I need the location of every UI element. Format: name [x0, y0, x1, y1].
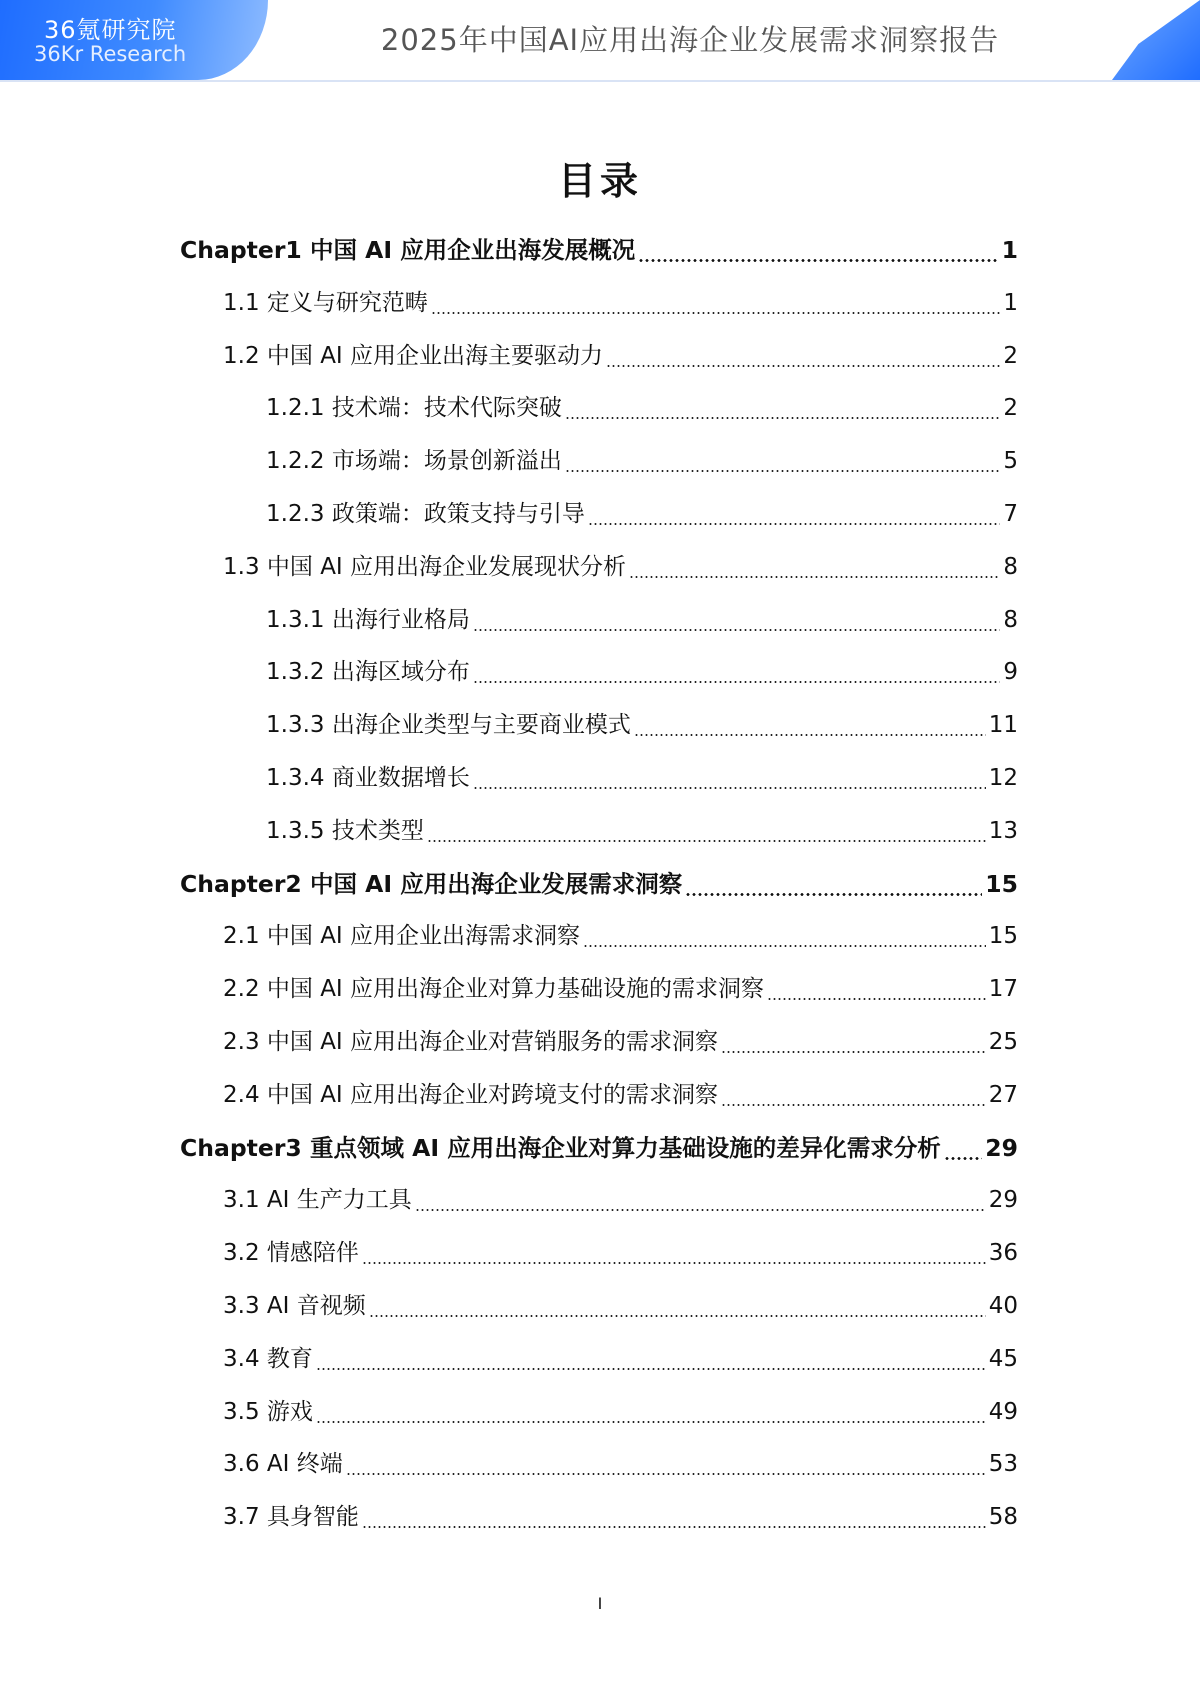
dot-leader	[685, 893, 982, 896]
toc-entry-page: 29	[988, 1187, 1018, 1214]
toc-entry-label: 1.1 定义与研究范畴	[223, 289, 428, 316]
toc-section-entry[interactable]	[223, 916, 1018, 956]
toc-entry-page: 17	[988, 976, 1018, 1003]
toc-section-entry[interactable]	[266, 388, 1018, 428]
dot-leader	[944, 1157, 983, 1160]
toc-entry-label: Chapter3 重点领域 AI 应用出海企业对算力基础设施的差异化需求分析	[180, 1133, 941, 1162]
toc-section-entry[interactable]	[266, 705, 1018, 745]
toc-entry-label: 3.7 具身智能	[223, 1504, 359, 1531]
toc-section-entry[interactable]	[266, 652, 1018, 692]
toc-entry-label: 1.2.1 技术端：技术代际突破	[266, 395, 562, 422]
dot-leader	[721, 1051, 986, 1053]
toc-section-entry[interactable]	[266, 811, 1018, 851]
dot-leader	[638, 259, 998, 262]
toc-entry-page: 1	[1001, 236, 1018, 264]
toc-section-entry[interactable]	[223, 1022, 1018, 1062]
toc-entry-page: 45	[988, 1345, 1018, 1372]
toc-section-entry[interactable]	[266, 758, 1018, 798]
toc-entry-page: 8	[1003, 606, 1018, 633]
logo-text-cn: 36氪研究院	[44, 16, 177, 44]
toc-section-entry[interactable]	[223, 1286, 1018, 1326]
toc-section-entry[interactable]	[223, 969, 1018, 1009]
toc-entry-label: 3.1 AI 生产力工具	[223, 1187, 412, 1214]
toc-section-entry[interactable]	[223, 1497, 1018, 1537]
toc-entry-label: 1.2 中国 AI 应用企业出海主要驱动力	[223, 342, 604, 369]
toc-section-entry[interactable]	[266, 600, 1018, 640]
toc-entry-page: 11	[988, 712, 1018, 739]
toc-entry-label: 3.2 情感陪伴	[223, 1240, 359, 1267]
page-header	[0, 0, 1200, 82]
toc-entry-label: 1.3.1 出海行业格局	[266, 606, 470, 633]
toc-entry-page: 2	[1003, 342, 1018, 369]
toc-heading: 目录	[557, 159, 642, 203]
header-divider	[0, 80, 1200, 82]
dot-leader	[473, 787, 986, 789]
toc-entry-page: 5	[1003, 448, 1018, 475]
toc-section-entry[interactable]	[266, 494, 1018, 534]
toc-entry-label: 1.3 中国 AI 应用出海企业发展现状分析	[223, 553, 627, 580]
toc-entry-page: 25	[988, 1029, 1018, 1055]
dot-leader	[362, 1262, 986, 1264]
toc-entry-label: 3.5 游戏	[223, 1398, 313, 1425]
toc-entry-page: 1	[1003, 289, 1018, 316]
toc-entry-label: 1.2.2 市场端：场景创新溢出	[266, 448, 562, 475]
toc-entry-label: Chapter2 中国 AI 应用出海企业发展需求洞察	[180, 869, 683, 898]
toc-section-entry[interactable]	[223, 283, 1018, 323]
toc-entry-label: 1.3.5 技术类型	[266, 817, 424, 844]
logo-badge	[0, 0, 268, 80]
toc-chapter-entry[interactable]	[180, 864, 1018, 904]
dot-leader	[473, 681, 1001, 683]
toc-chapter-entry[interactable]	[180, 1128, 1018, 1168]
toc-entry-label: 1.3.4 商业数据增长	[266, 765, 470, 791]
toc-entry-page: 40	[988, 1293, 1018, 1319]
dot-leader	[767, 998, 986, 1000]
toc-entry-page: 15	[985, 869, 1018, 898]
dot-leader	[606, 365, 1000, 367]
toc-section-entry[interactable]	[223, 336, 1018, 376]
toc-entry-label: 1.3.2 出海区域分布	[266, 659, 470, 686]
toc-entry-page: 8	[1003, 553, 1018, 580]
toc-entry-page: 13	[988, 817, 1018, 844]
toc-section-entry[interactable]	[223, 1339, 1018, 1379]
toc-section-entry[interactable]	[223, 1392, 1018, 1432]
dot-leader	[473, 629, 1001, 631]
toc-entry-page: 15	[988, 923, 1018, 950]
toc-entry-page: 2	[1003, 395, 1018, 422]
toc-entry-page: 49	[988, 1398, 1018, 1425]
dot-leader	[316, 1421, 986, 1423]
toc-entry-label: 1.2.3 政策端：政策支持与引导	[266, 501, 585, 527]
toc-entry-label: 2.4 中国 AI 应用出海企业对跨境支付的需求洞察	[223, 1081, 719, 1108]
dot-leader	[362, 1526, 986, 1528]
dot-leader	[565, 417, 1001, 419]
dot-leader	[316, 1368, 986, 1370]
toc-entry-label: Chapter1 中国 AI 应用企业出海发展概况	[180, 236, 636, 264]
dot-leader	[427, 840, 986, 842]
toc-entry-page: 27	[988, 1081, 1018, 1108]
dot-leader	[629, 576, 1000, 578]
toc-entry-page: 29	[985, 1133, 1018, 1162]
toc-entry-page: 7	[1003, 501, 1018, 527]
toc-chapter-entry[interactable]	[180, 230, 1018, 270]
dot-leader	[583, 945, 986, 947]
dot-leader	[369, 1315, 986, 1317]
toc-entry-page: 36	[988, 1240, 1018, 1267]
toc-section-entry[interactable]	[223, 1233, 1018, 1273]
toc-entry-label: 1.3.3 出海企业类型与主要商业模式	[266, 712, 631, 739]
toc-section-entry[interactable]	[223, 1444, 1018, 1484]
toc-entry-page: 12	[988, 765, 1018, 791]
toc-section-entry[interactable]	[266, 441, 1018, 481]
dot-leader	[588, 523, 1001, 525]
dot-leader	[431, 312, 1000, 314]
page-number: I	[597, 1594, 603, 1613]
toc-entry-page: 9	[1003, 659, 1018, 686]
corner-decoration	[1112, 0, 1200, 80]
toc-section-entry[interactable]	[223, 547, 1018, 587]
dot-leader	[346, 1473, 986, 1475]
toc-entry-page: 58	[988, 1504, 1018, 1531]
dot-leader	[721, 1104, 986, 1106]
dot-leader	[565, 470, 1001, 472]
report-title: 2025年中国AI应用出海企业发展需求洞察报告	[380, 23, 1000, 57]
toc-entry-label: 2.1 中国 AI 应用企业出海需求洞察	[223, 923, 581, 950]
toc-entry-label: 3.4 教育	[223, 1345, 313, 1372]
toc-entry-label: 3.6 AI 终端	[223, 1451, 343, 1478]
dot-leader	[415, 1209, 986, 1211]
toc-section-entry[interactable]	[223, 1075, 1018, 1115]
dot-leader	[634, 734, 986, 736]
toc-section-entry[interactable]	[223, 1180, 1018, 1220]
toc-entry-page: 53	[988, 1451, 1018, 1478]
toc-entry-label: 2.2 中国 AI 应用出海企业对算力基础设施的需求洞察	[223, 976, 765, 1003]
logo-text-en: 36Kr Research	[34, 42, 187, 66]
toc-entry-label: 3.3 AI 音视频	[223, 1293, 366, 1319]
toc-entry-label: 2.3 中国 AI 应用出海企业对营销服务的需求洞察	[223, 1029, 719, 1055]
